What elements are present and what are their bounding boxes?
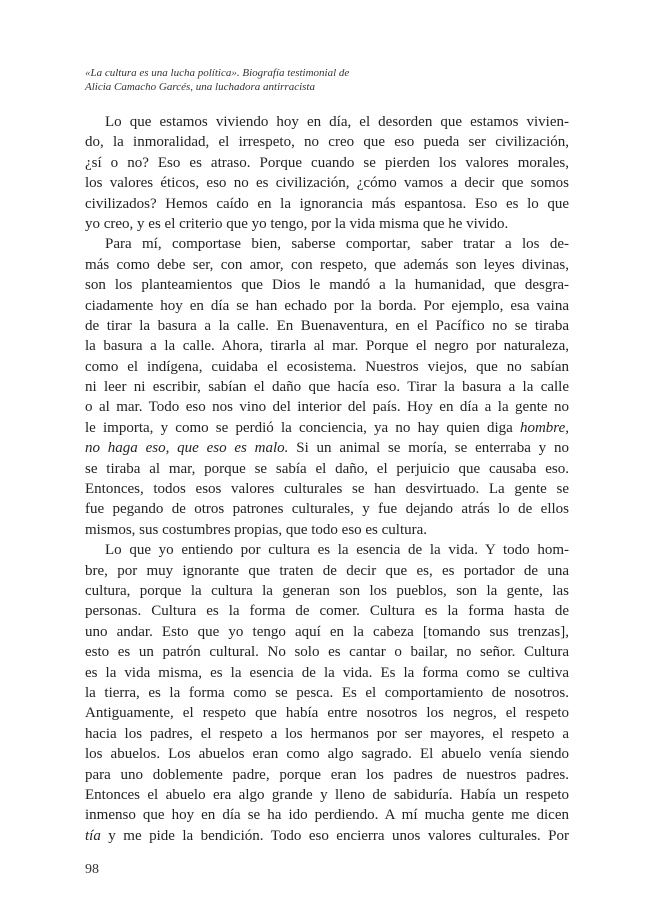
text-line	[85, 765, 569, 785]
body-text	[85, 112, 569, 846]
text-line	[85, 357, 569, 377]
text-run: para uno doblemente padre, porque eran los padres de nuestros padres.	[85, 766, 569, 783]
text-line	[85, 173, 569, 193]
text-run: le importa, y como se perdió la conciencia, ya no hay quien diga	[85, 419, 520, 436]
text-line	[85, 499, 569, 519]
text-run: Entonces el abuelo era algo grande y lleno de sabiduría. Había un respeto	[85, 786, 569, 803]
text-line	[85, 377, 569, 397]
text-run: Si un animal se moría, se enterraba y no	[288, 440, 569, 457]
text-line	[85, 785, 569, 805]
text-run: como el indígena, cuidaba el ecosistema. Nuestros viejos, que no sabían	[85, 358, 569, 375]
text-run: o al mar. Todo eso nos vino del interior del país. Hoy en día a la gente no	[85, 399, 569, 416]
text-line	[85, 418, 569, 438]
paragraph	[85, 234, 569, 540]
text-run: mismos, sus costumbres propias, que todo eso es cultura.	[85, 521, 428, 538]
text-line	[85, 336, 569, 356]
italic-text: tía	[85, 827, 101, 844]
text-run: la tierra, es la forma como se pesca. Es el comportamiento de nosotros.	[85, 684, 569, 701]
text-line	[85, 601, 569, 621]
text-line	[85, 296, 569, 316]
text-line	[85, 561, 569, 581]
text-line	[85, 581, 569, 601]
running-header-line-2: Alicia Camacho Garcés, una luchadora antirracista	[85, 81, 315, 93]
text-line	[85, 520, 569, 540]
text-line	[85, 459, 569, 479]
text-run: cultura, porque la cultura la generan son los pueblos, son la gente, las	[85, 582, 569, 599]
text-run: bre, por muy ignorante que traten de decir que es, es portador de una	[85, 562, 569, 579]
text-run: esto es un patrón cultural. No solo es cantar o bailar, no señor. Cultura	[85, 644, 569, 661]
text-run: inmenso que hoy en día se ha ido perdiendo. A mí mucha gente me dicen	[85, 807, 569, 824]
text-run: ni leer ni escribir, sabían el daño que hacía eso. Tirar la basura a la calle	[85, 379, 569, 396]
page-number: 98	[85, 862, 99, 877]
text-line	[85, 112, 569, 132]
text-run: son los planteamientos que Dios le mandó a la humanidad, que desgra-	[85, 277, 569, 294]
text-run: do, la inmoralidad, el irrespeto, no creo que eso pueda ser civilización,	[85, 134, 569, 151]
text-line	[85, 683, 569, 703]
text-run: los abuelos. Los abuelos eran como algo sagrado. El abuelo venía siendo	[85, 746, 569, 763]
text-line	[85, 275, 569, 295]
text-line	[85, 663, 569, 683]
text-line	[85, 479, 569, 499]
text-run: ciadamente hoy en día se han echado por la borda. Por ejemplo, esa vaina	[85, 297, 569, 314]
text-run: más como debe ser, con amor, con respeto, que además son leyes divinas,	[85, 256, 569, 273]
italic-text: hombre,	[519, 419, 569, 436]
text-line	[85, 826, 569, 846]
text-line	[85, 540, 569, 560]
text-run: de tirar la basura a la calle. En Buenaventura, en el Pacífico no se tiraba	[85, 317, 569, 334]
text-run: Entonces, todos esos valores culturales se han desvirtuado. La gente se	[85, 481, 569, 498]
text-run: los valores éticos, eso no es civilización, ¿cómo vamos a decir que somos	[85, 175, 569, 192]
text-run: ¿sí o no? Eso es atraso. Porque cuando se pierden los valores morales,	[85, 154, 569, 171]
text-run: Lo que estamos viviendo hoy en día, el desorden que estamos vivien-	[105, 114, 569, 130]
text-line	[85, 642, 569, 662]
text-run: la basura a la calle. Ahora, tirarla al mar. Porque el negro por naturaleza,	[85, 338, 569, 355]
text-run: fue pegando de otros patrones culturales, y fue dejando atrás lo de ellos	[85, 501, 569, 518]
text-line	[85, 397, 569, 417]
text-line	[85, 194, 569, 214]
text-run: hacia los padres, el respeto a los hermanos por ser mayores, el respeto a	[85, 725, 569, 742]
text-run: es la vida misma, es la esencia de la vida. Es la forma como se cultiva	[85, 664, 569, 681]
text-line	[85, 316, 569, 336]
text-line	[85, 703, 569, 723]
paragraph	[85, 540, 569, 846]
text-line	[85, 805, 569, 825]
running-header	[85, 66, 565, 94]
text-run: se tiraba al mar, porque se sabía el daño, el perjuicio que causaba eso.	[85, 460, 569, 477]
text-run: personas. Cultura es la forma de comer. Cultura es la forma hasta de	[85, 603, 569, 620]
text-line	[85, 132, 569, 152]
text-run: Para mí, comportase bien, saberse comportar, saber tratar a los de-	[105, 236, 569, 253]
text-line	[85, 153, 569, 173]
paragraph	[85, 112, 569, 234]
text-run: Antiguamente, el respeto que había entre nosotros los negros, el respeto	[85, 705, 569, 722]
text-line	[85, 255, 569, 275]
text-run: Lo que yo entiendo por cultura es la esencia de la vida. Y todo hom-	[105, 542, 569, 559]
text-run: yo creo, y es el criterio que yo tengo, por la vida misma que he vivido.	[85, 215, 509, 232]
text-line	[85, 744, 569, 764]
italic-text: no haga eso, que eso es malo.	[85, 440, 289, 457]
running-header-line-1: «La cultura es una lucha política». Biografía testimonial de	[85, 67, 350, 79]
text-line	[85, 234, 569, 254]
text-line	[85, 622, 569, 642]
text-run: uno andar. Esto que yo tengo aquí en la cabeza [tomando sus trenzas],	[85, 623, 569, 640]
text-line	[85, 724, 569, 744]
text-line	[85, 438, 569, 458]
text-run: y me pide la bendición. Todo eso encierra unos valores culturales. Por	[100, 827, 569, 844]
text-run: civilizados? Hemos caído en la ignorancia más espantosa. Eso es lo que	[85, 195, 569, 212]
text-line	[85, 214, 569, 234]
